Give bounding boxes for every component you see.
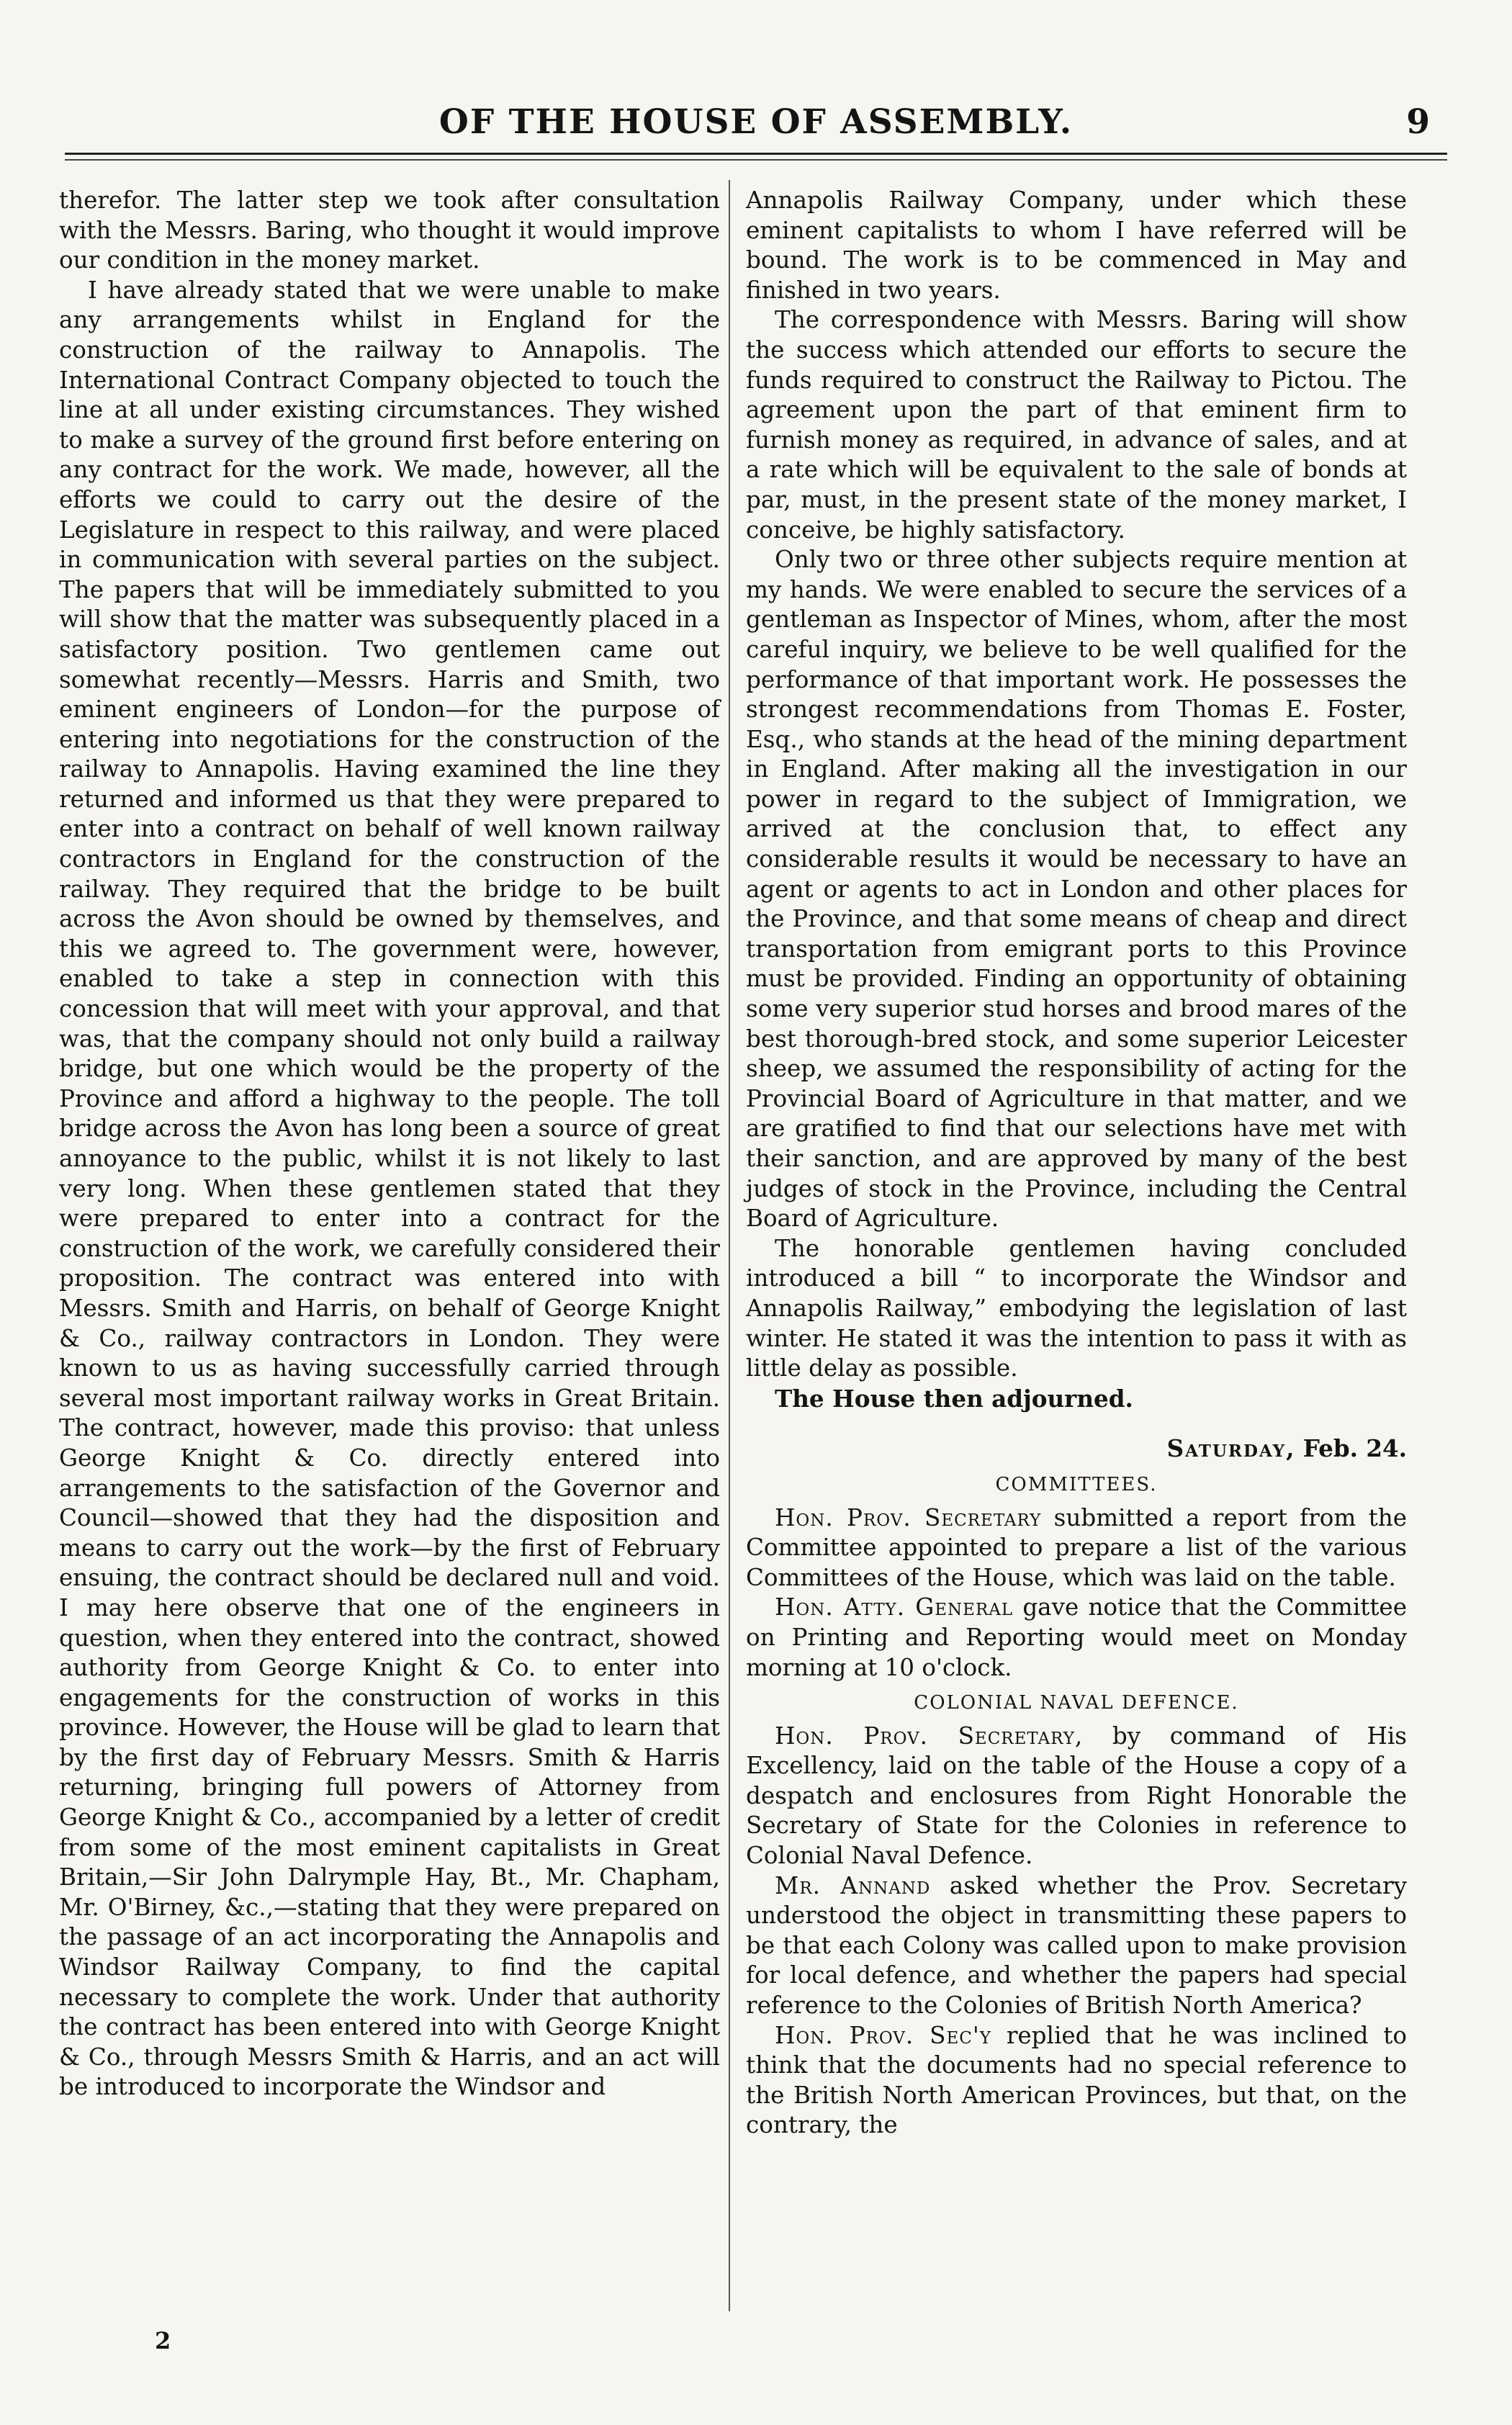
header-rule-secondary xyxy=(65,159,1447,161)
adjourned-line: The House then adjourned. xyxy=(775,1384,1133,1413)
speaker-name: Hon. Prov. Secretary xyxy=(775,1503,1042,1531)
date-heading xyxy=(746,1434,1407,1465)
speech-text: replied that he was inclined to think that the documents had no special reference to the British North American Provinces, but that, on the contrary, the xyxy=(746,2021,1407,2139)
paragraph: Annapolis Railway Company, under which these eminent capitalists to whom I have referred will be bound. The work is to be commenced in May and finished in two years. xyxy=(746,186,1407,304)
page-number: 9 xyxy=(1406,102,1430,142)
date-day: Saturday, xyxy=(1166,1434,1296,1463)
speaker-name: Hon. Prov. Sec'y xyxy=(775,2021,991,2049)
speech-text: gave notice that the Committee on Printing and Reporting would meet on Monday morning at 10 o'clock. xyxy=(746,1593,1407,1681)
speaker-name: Hon. Atty. General xyxy=(775,1593,1014,1621)
paragraph: The correspondence with Messrs. Baring will show the success which attended our efforts to secure the funds required to construct the Railway to Pictou. The agreement upon the part of that eminent firm to furnish money as required, in advance of sales, and at a rate which will be equivalent to the sale of bonds at par, must, in the present state of the money market, I conceive, be highly satisfactory. xyxy=(746,306,1407,544)
section-heading-committees: COMMITTEES. xyxy=(995,1473,1158,1495)
speaker-name: Hon. Prov. Secretary, xyxy=(775,1722,1084,1750)
paragraph xyxy=(746,1722,1407,1871)
paragraph: The honorable gentlemen having concluded introduced a bill “ to incorporate the Windsor and Annapolis Railway,” embodying the legislation of last winter. He stated it was the intention to pass it with as little delay as possible. xyxy=(746,1234,1407,1382)
speech-text: submitted a report from the Committee appointed to prepare a list of the various Committees of the House, which was laid on the table. xyxy=(746,1503,1407,1591)
right-column xyxy=(746,186,1407,2141)
running-title: OF THE HOUSE OF ASSEMBLY. xyxy=(438,102,1074,142)
speech-text: by command of His Excellency, laid on the table of the House a copy of a despatch and enclosures from Right Honorable the Secretary of State for the Colonies in reference to Colonial Naval Defence. xyxy=(746,1722,1407,1870)
paragraph xyxy=(746,1503,1407,1593)
paragraph: therefor. The latter step we took after consultation with the Messrs. Baring, who thought it would improve our condition in the money market. xyxy=(59,186,720,274)
header-rule xyxy=(65,153,1447,155)
speaker-name: Mr. Annand xyxy=(775,1871,931,1899)
paragraph xyxy=(746,1871,1407,2021)
speech-text: asked whether the Prov. Secretary understood the object in transmitting these papers to be that each Colony was called upon to make provision for local defence, and whether the papers had special reference to the Colonies of British North America? xyxy=(746,1871,1407,2020)
paragraph: I have already stated that we were unable to make any arrangements whilst in England for the construction of the railway to Annapolis. The International Contract Company objected to touch the line at all under existing circumstances. They wished to make a survey of the ground first before entering on any contract for the work. We made, however, all the efforts we could to carry out the desire of the Legislature in respect to this railway, and were placed in communication with several parties on the subject. The papers that will be immediately submitted to you will show that the matter was subsequently placed in a satisfactory position. Two gentlemen came out somewhat recently—Messrs. Harris and Smith, two eminent engineers of London—for the purpose of entering into negotiations for the construction of the railway to Annapolis. Having examined the line they returned and informed us that they were prepared to enter into a contract on behalf of well known railway contractors in England for the construction of the railway. They required that the bridge to be built across the Avon should be owned by themselves, and this we agreed to. The government were, however, enabled to take a step in connection with this concession that will meet with your approval, and that was, that the company should not only build a railway bridge, but one which would be the property of the Province and afford a highway to the people. The toll bridge across the Avon has long been a source of great annoyance to the public, whilst it is not likely to last very long. When these gentlemen stated that they were prepared to enter into a contract for the construction of the work, we carefully considered their proposition. The contract was entered into with Messrs. Smith and Harris, on behalf of George Knight & Co., railway contractors in London. They were known to us as having successfully carried through several most important railway works in Great Britain. The contract, however, made this proviso: that unless George Knight & Co. directly entered into arrangements to the satisfaction of the Governor and Council—showed that they had the disposition and means to carry out the work—by the first of February ensuing, the contract should be declared null and void. I may here observe that one of the engineers in question, when they entered into the contract, showed authority from George Knight & Co. to enter into engagements for the construction of works in this province. However, the House will be glad to learn that by the first day of February Messrs. Smith & Harris returning, bringing full powers of Attorney from George Knight & Co., accompanied by a letter of credit from some of the most eminent capitalists in Great Britain,—Sir John Dalrymple Hay, Bt., Mr. Chapham, Mr. O'Birney, &c.,—stating that they were prepared on the passage of an act incorporating the Annapolis and Windsor Railway Company, to find the capital necessary to complete the work. Under that authority the contract has been entered into with George Knight & Co., through Messrs Smith & Harris, and an act will be introduced to incorporate the Windsor and xyxy=(59,276,720,2101)
section-heading-naval-defence: COLONIAL NAVAL DEFENCE. xyxy=(914,1692,1239,1714)
paragraph xyxy=(746,2021,1407,2141)
running-header xyxy=(65,102,1447,148)
paragraph xyxy=(746,1593,1407,1683)
signature-mark: 2 xyxy=(155,2327,171,2354)
paragraph: Only two or three other subjects require mention at my hands. We were enabled to secure the services of a gentleman as Inspector of Mines, whom, after the most careful inquiry, we believe to be well qualified for the performance of that important work. He possesses the strongest recommendations from Thomas E. Foster, Esq., who stands at the head of the mining department in England. After making all the investigation in our power in regard to the subject of Immigration, we arrived at the conclusion that, to effect any considerable results it would be necessary to have an agent or agents to act in London and other places for the Province, and that some means of cheap and direct transportation from emigrant ports to this Province must be provided. Finding an opportunity of obtaining some very superior stud horses and brood mares of the best thorough-bred stock, and some superior Leicester sheep, we assumed the responsibility of acting for the Provincial Board of Agriculture in that matter, and we are gratified to find that our selections have met with their sanction, and are approved by many of the best judges of stock in the Province, including the Central Board of Agriculture. xyxy=(746,546,1407,1233)
date-rest: Feb. 24. xyxy=(1302,1434,1407,1463)
left-column xyxy=(59,186,720,2102)
column-divider xyxy=(729,180,730,2311)
